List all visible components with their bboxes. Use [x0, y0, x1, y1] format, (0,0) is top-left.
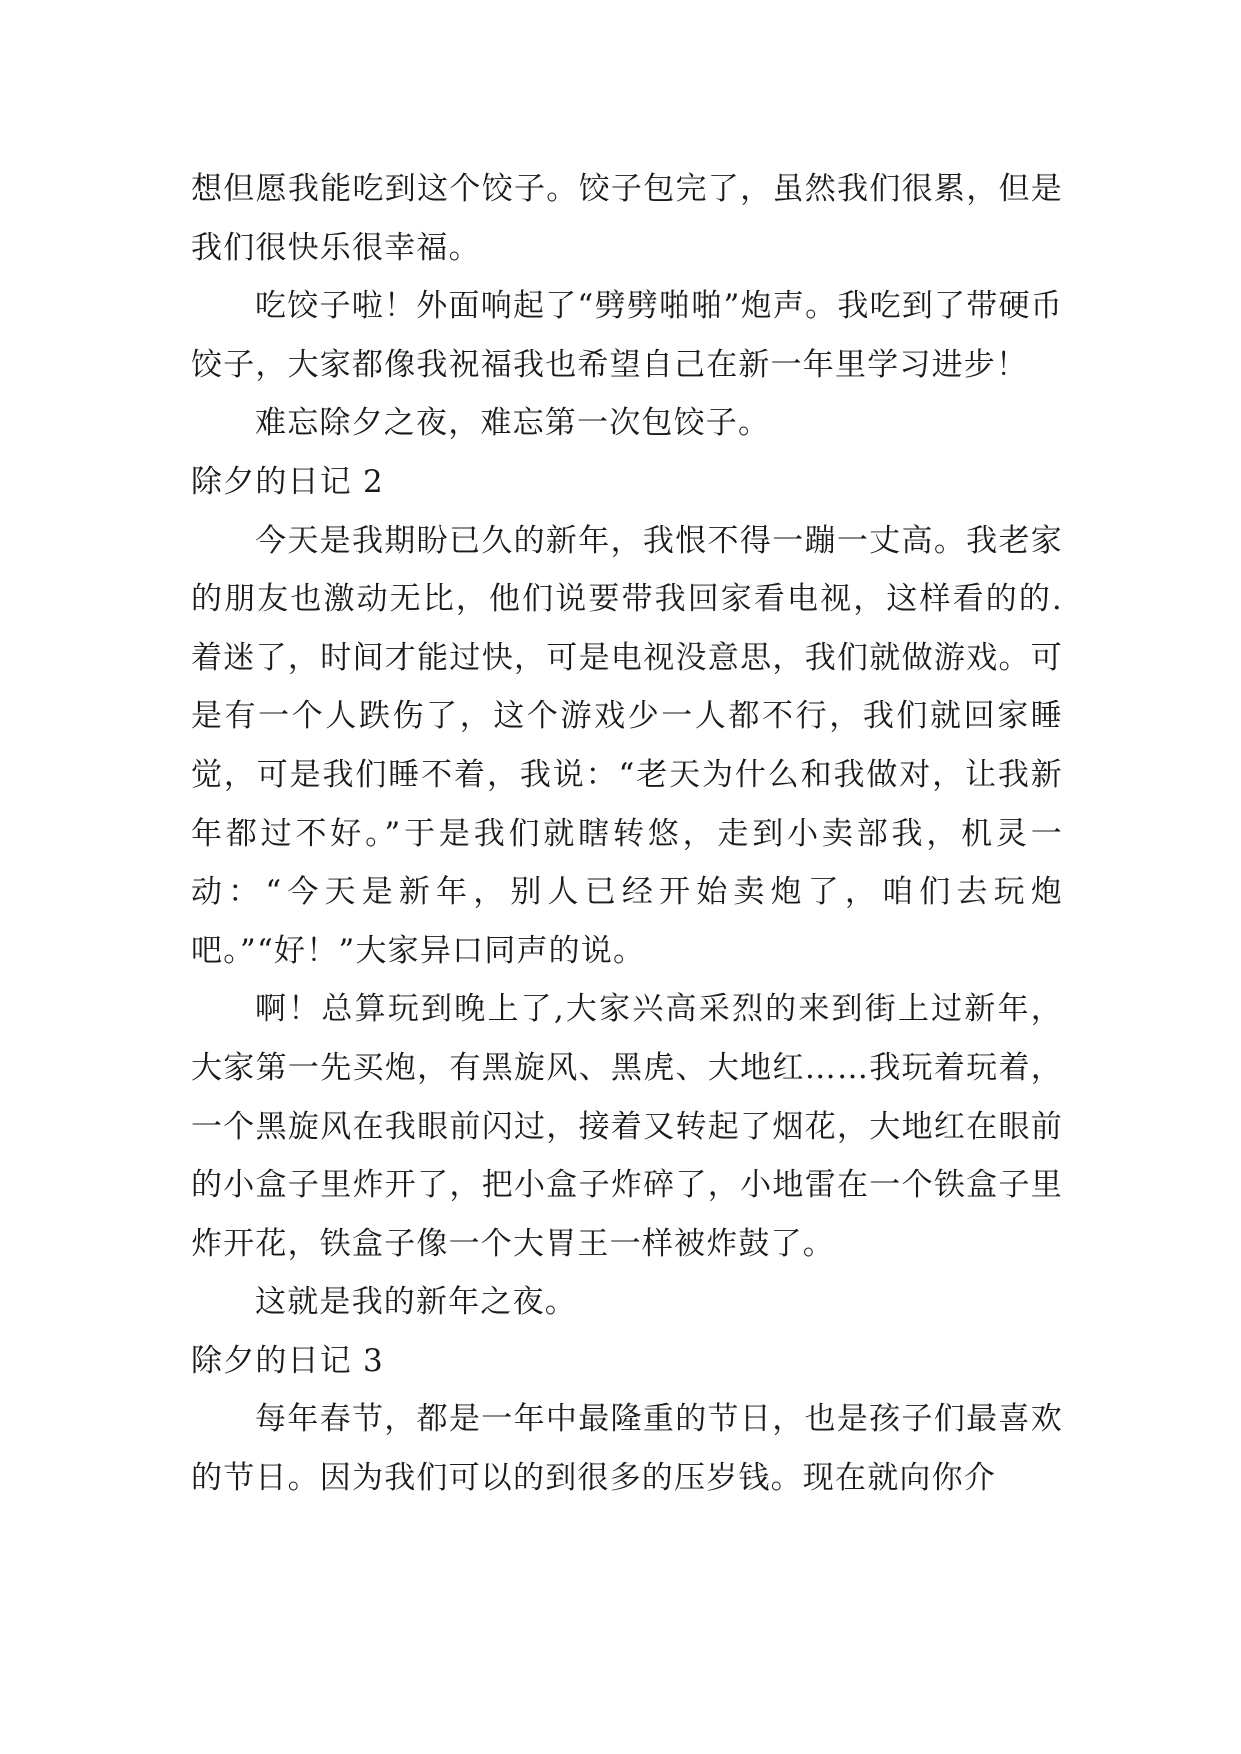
section-heading: 除夕的日记 2	[191, 463, 384, 500]
paragraph: 每年春节，都是一年中最隆重的节日，也是孩子们最喜欢的节日。因为我们可以的到很多的压岁钱。现在就向你介	[191, 1401, 1063, 1497]
document-body	[191, 160, 1063, 1508]
paragraph: 这就是我的新年之夜。	[255, 1284, 577, 1321]
section-heading: 除夕的日记 3	[191, 1342, 384, 1379]
paragraph: 啊！总算玩到晚上了,大家兴高采烈的来到街上过新年，大家第一先买炮，有黑旋风、黑虎、大地红……我玩着玩着，一个黑旋风在我眼前闪过，接着又转起了烟花，大地红在眼前的小盒子里炸开了，把小盒子炸碎了，小地雷在一个铁盒子里炸开花，铁盒子像一个大胃王一样被炸鼓了。	[191, 991, 1063, 1262]
paragraph: 难忘除夕之夜，难忘第一次包饺子。	[255, 405, 771, 442]
paragraph: 想但愿我能吃到这个饺子。饺子包完了，虽然我们很累，但是我们很快乐很幸福。	[191, 171, 1063, 266]
paragraph: 今天是我期盼已久的新年，我恨不得一蹦一丈高。我老家的朋友也激动无比，他们说要带我回家看电视，这样看的的.着迷了，时间才能过快，可是电视没意思，我们就做游戏。可是有一个人跌伤了，这个游戏少一人都不行，我们就回家睡觉，可是我们睡不着，我说：“老天为什么和我做对，让我新年都过不好。”于是我们就瞎转悠，走到小卖部我，机灵一动：“今天是新年，别人已经开始卖炮了，咱们去玩炮吧。”“好！”大家异口同声的说。	[191, 522, 1063, 969]
paragraph: 吃饺子啦！外面响起了“劈劈啪啪”炮声。我吃到了带硬币饺子，大家都像我祝福我也希望自己在新一年里学习进步！	[191, 288, 1063, 383]
